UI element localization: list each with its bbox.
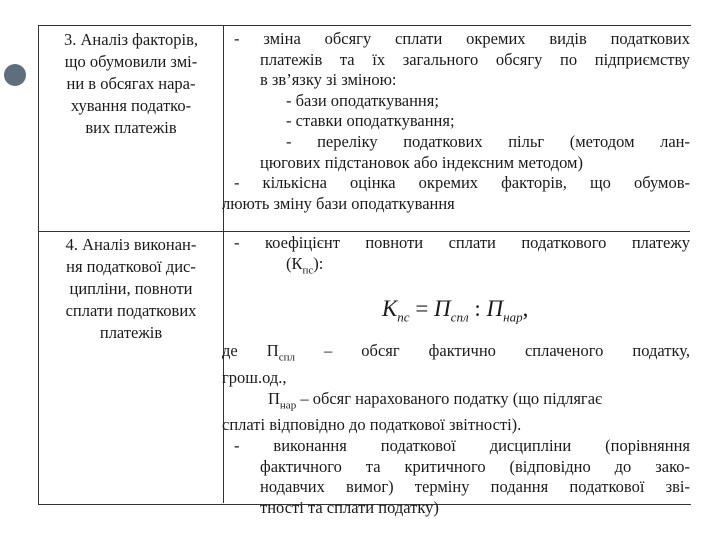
row2-right-line xyxy=(222,389,690,416)
row1-left-line: ни в обсягах нара- xyxy=(66,74,196,93)
row2-right-line: грош.од., xyxy=(222,367,287,387)
kpc-close: ): xyxy=(313,253,324,273)
kpc-prefix: (К xyxy=(286,253,303,273)
row2-left-line: 4. Аналіз виконан- xyxy=(65,235,197,254)
formula-p1: П xyxy=(434,296,451,322)
row1-left-cell xyxy=(39,29,223,139)
row1-right-line: - зміна обсягу сплати окремих видів податкових xyxy=(234,29,690,48)
row2-right-line: тності та сплати податку) xyxy=(260,497,439,517)
formula-p1-sub: спл xyxy=(450,310,469,326)
row2-right-line xyxy=(222,254,690,281)
de-prefix: де П xyxy=(222,341,279,361)
de-rest: – обсяг фактично сплаченого податку, xyxy=(294,341,690,361)
row1-right-cell xyxy=(222,29,690,214)
row1-right-line: люють зміну бази оподаткування xyxy=(222,193,455,213)
row1-right-line: - кількісна оцінка окремих факторів, що обумов- xyxy=(234,173,690,193)
row1-left-line: вих платежів xyxy=(85,118,177,137)
pnar-subscript: нар xyxy=(279,398,297,411)
row2-left-line: платежів xyxy=(99,323,163,342)
row2-right-line: - коефіцієнт повноти сплати податкового платежу xyxy=(234,233,690,252)
row1-right-line: платежів та їх загального обсягу по підприємству xyxy=(260,49,690,69)
row2-right-line: сплаті відповідно до податкової звітності). xyxy=(222,415,522,435)
row1-left-line: що обумовили змі- xyxy=(64,52,198,71)
formula-p2-sub: нар xyxy=(503,310,523,326)
row1-left-line: хування податко- xyxy=(70,96,192,115)
row2-left-cell xyxy=(39,234,223,344)
formula-k: К xyxy=(382,296,398,322)
formula-colon: : xyxy=(468,296,487,322)
slide-bullet xyxy=(4,64,26,86)
row1-right-line: - бази оподаткування; xyxy=(286,90,439,110)
pnar-rest: – обсяг нарахованого податку (що підлягає xyxy=(296,388,603,408)
row2-right-line xyxy=(222,341,690,368)
formula-k-sub: пс xyxy=(397,310,410,326)
formula-eq: = xyxy=(409,296,435,322)
row2-right-line: - виконання податкової дисципліни (порівняння xyxy=(234,436,690,456)
row2-right-cell xyxy=(222,233,690,518)
kpc-formula xyxy=(382,292,690,335)
row2-left-line: ципліни, повноти xyxy=(69,279,193,298)
row1-right-line: - ставки оподаткування; xyxy=(286,111,455,131)
row2-left-line: сплати податкових xyxy=(65,301,197,320)
row2-left-line: ня податкової дис- xyxy=(66,257,196,276)
row1-left-line: 3. Аналіз факторів, xyxy=(64,30,198,49)
formula-tail: , xyxy=(522,296,529,322)
row1-right-line: в зв’язку зі зміною: xyxy=(260,70,397,90)
de-subscript: спл xyxy=(278,351,295,364)
row1-right-line: - переліку податкових пільг (методом лан- xyxy=(286,131,690,151)
formula-p2: П xyxy=(486,296,504,322)
pnar-prefix: П xyxy=(268,388,280,408)
row2-right-line: нодавчих вимог) терміну подання податкової зві- xyxy=(260,477,690,497)
row2-right-line: фактичного та критичного (відповідно до зако- xyxy=(260,456,690,476)
row1-right-line: цюгових підстановок або індексним методом) xyxy=(260,152,583,172)
kpc-subscript: пс xyxy=(302,263,314,276)
row-divider xyxy=(38,231,690,232)
